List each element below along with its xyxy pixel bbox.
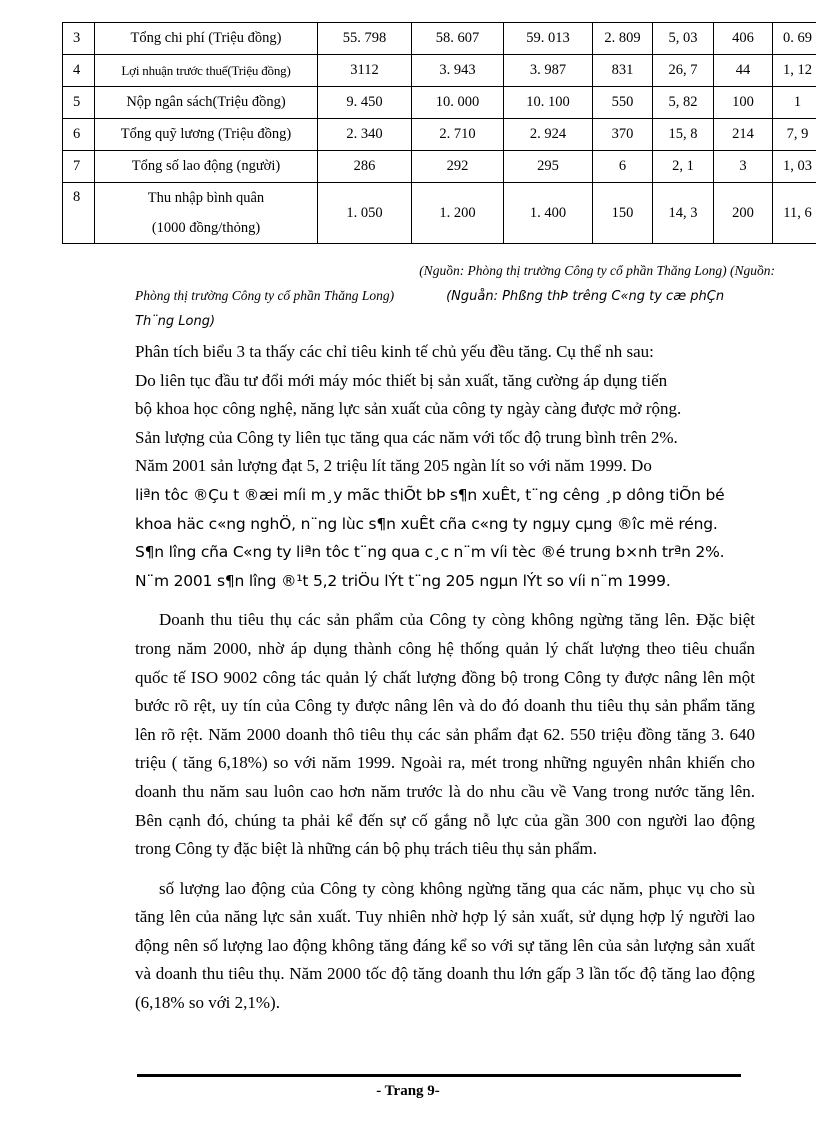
row-label: Tổng quỹ lương (Triệu đồng) — [95, 119, 318, 151]
source-line-3: Th¨ng Long) — [135, 314, 216, 329]
table-cell: 550 — [593, 87, 653, 119]
paragraph-1-line: Do liên tục đầu tư đổi mới máy móc thiết bị sản xuất, tăng cường áp dụng tiến — [135, 370, 668, 390]
table-cell: 5, 03 — [653, 23, 714, 55]
paragraph-1-line: liªn tôc ®Çu t ®æi míi m¸y mãc thiÕt bÞ s¶n xuÊt, t¨ng cêng ¸p dông tiÕn bé — [135, 485, 725, 504]
table-cell: 2. 924 — [504, 119, 593, 151]
table-cell: 2. 340 — [318, 119, 412, 151]
table-cell: 3 — [714, 151, 773, 183]
table-cell: 2, 1 — [653, 151, 714, 183]
table-cell: 59. 013 — [504, 23, 593, 55]
source-line-1: (Nguồn: Phòng thị trường Công ty cổ phần Thăng Long) (Nguồn: — [419, 263, 775, 278]
paragraph-1-line: Năm 2001 sản lượng đạt 5, 2 triệu lít tăng 205 ngàn lít so với năm 1999. Do — [135, 456, 652, 476]
statistics-table — [62, 22, 816, 244]
table-cell: 1. 200 — [412, 183, 504, 244]
table-cell: 6 — [593, 151, 653, 183]
table-cell: 10. 100 — [504, 87, 593, 119]
row-number: 5 — [63, 87, 95, 119]
table-cell: 406 — [714, 23, 773, 55]
source-line-2 — [135, 283, 775, 309]
paragraph-1 — [135, 338, 755, 595]
row-label-line: Thu nhập bình quân — [147, 190, 265, 206]
footer-rule — [137, 1074, 741, 1077]
table-cell: 5, 82 — [653, 87, 714, 119]
paragraph-1-line: Sản lượng của Công ty liên tục tăng qua các năm với tốc độ trung bình trên 2%. — [135, 427, 678, 447]
table-cell: 214 — [714, 119, 773, 151]
table-cell: 7, 9 — [773, 119, 816, 151]
table-cell: 10. 000 — [412, 87, 504, 119]
table-cell: 150 — [593, 183, 653, 244]
paragraph-1-line: bộ khoa học công nghệ, năng lực sản xuất của công ty ngày càng được mở rộng. — [135, 399, 682, 419]
row-label: Lợi nhuận trước thuế(Triệu đồng) — [95, 55, 318, 87]
table-cell: 55. 798 — [318, 23, 412, 55]
table-cell: 1. 050 — [318, 183, 412, 244]
table-row — [63, 87, 816, 119]
table-cell: 292 — [412, 151, 504, 183]
table-cell: 100 — [714, 87, 773, 119]
paragraph-1-line: S¶n lîng cña C«ng ty liªn tôc t¨ng qua c¸c n¨m víi tèc ®é trung b×nh trªn 2%. — [135, 543, 725, 562]
row-number: 6 — [63, 119, 95, 151]
table-cell: 2. 710 — [412, 119, 504, 151]
table-cell: 1, 03 — [773, 151, 816, 183]
paragraph-1-line: khoa häc c«ng nghÖ, n¨ng lùc s¶n xuÊt cña c«ng ty ngµy cµng ®îc më réng. — [135, 514, 718, 533]
table-row — [63, 23, 816, 55]
source-line-2a: Phòng thị trường Công ty cổ phần Thăng Long) — [135, 288, 395, 303]
table-cell: 3112 — [318, 55, 412, 87]
row-number: 7 — [63, 151, 95, 183]
source-line-2b: (Nguån: Phßng thÞ trêng C«ng ty cæ phÇn — [446, 289, 725, 304]
source-note — [135, 258, 775, 334]
row-number: 8 — [63, 183, 95, 244]
table-cell: 44 — [714, 55, 773, 87]
paragraph-1-line: Phân tích biểu 3 ta thấy các chỉ tiêu kinh tế chủ yếu đều tăng. Cụ thể nh sau: — [135, 342, 654, 361]
table-cell: 58. 607 — [412, 23, 504, 55]
row-label: Nộp ngân sách(Triệu đồng) — [95, 87, 318, 119]
table-cell: 3. 943 — [412, 55, 504, 87]
table-row — [63, 119, 816, 151]
table-row — [63, 183, 816, 244]
table-cell: 15, 8 — [653, 119, 714, 151]
table-cell: 370 — [593, 119, 653, 151]
row-label-line: (1000 đồng/thỏng) — [151, 220, 261, 236]
paragraph-1-line: N¨m 2001 s¶n lîng ®¹t 5,2 triÖu lÝt t¨ng 205 ngµn lÝt so víi n¨m 1999. — [135, 571, 671, 590]
table-cell: 14, 3 — [653, 183, 714, 244]
table-row — [63, 151, 816, 183]
table-cell: 11, 6 — [773, 183, 816, 244]
table-cell: 831 — [593, 55, 653, 87]
row-label: Tổng số lao động (người) — [95, 151, 318, 183]
table-cell: 200 — [714, 183, 773, 244]
row-number: 4 — [63, 55, 95, 87]
paragraph-2: Doanh thu tiêu thụ các sản phẩm của Công ty còng không ngừng tăng lên. Đặc biệt trong năm 2000, nhờ áp dụng thành công hệ thống quản lý chất lượng theo tiêu chuẩn quốc tế ISO 9002 công tác quản lý chất lượng đồng bộ trong Công ty được nâng lên một bước rõ rệt, uy tín của Công ty được nâng lên và do đó doanh thu tiêu thụ sản phẩm tăng lên rõ rệt. Năm 2000 doanh thô tiêu thụ các sản phẩm đạt 62. 550 triệu đồng tăng 3. 640 triệu ( tăng 6,18%) so với năm 1999. Ngoài ra, mét trong những nguyên nhân khiến cho doanh thu năm sau luôn cao hơn năm trước là do nhu cầu về Vang trong nước tăng lên. Bên cạnh đó, chúng ta phải kể đến sự cố gắng nỗ lực của gần 300 con người lao động trong Công ty đặc biệt là những cán bộ phụ trách tiêu thụ sản phẩm. — [135, 610, 755, 859]
table-cell: 1. 400 — [504, 183, 593, 244]
table-cell: 1 — [773, 87, 816, 119]
table-cell: 0. 69 — [773, 23, 816, 55]
body-text — [135, 338, 755, 1018]
table-row — [63, 55, 816, 87]
table-cell: 2. 809 — [593, 23, 653, 55]
table-cell: 9. 450 — [318, 87, 412, 119]
row-label — [95, 183, 318, 244]
table-cell: 3. 987 — [504, 55, 593, 87]
table-cell: 1, 12 — [773, 55, 816, 87]
row-number: 3 — [63, 23, 95, 55]
table-cell: 286 — [318, 151, 412, 183]
table-cell: 26, 7 — [653, 55, 714, 87]
row-label: Tổng chi phí (Triệu đồng) — [95, 23, 318, 55]
paragraph-3: số lượng lao động của Công ty còng không ngừng tăng qua các năm, phục vụ cho sù tăng lên của năng lực sản xuất. Tuy nhiên nhờ hợp lý sản xuất, sử dụng hợp lý người lao động nên số lượng lao động không tăng đáng kể so với sự tăng lên của sản lượng sản xuất và doanh thu tiêu thụ. Năm 2000 tốc độ tăng doanh thu lớn gấp 3 lần tốc độ tăng lao động (6,18% so với 2,1%). — [135, 878, 755, 1013]
table-cell: 295 — [504, 151, 593, 183]
page-number: - Trang 9- — [376, 1083, 440, 1099]
